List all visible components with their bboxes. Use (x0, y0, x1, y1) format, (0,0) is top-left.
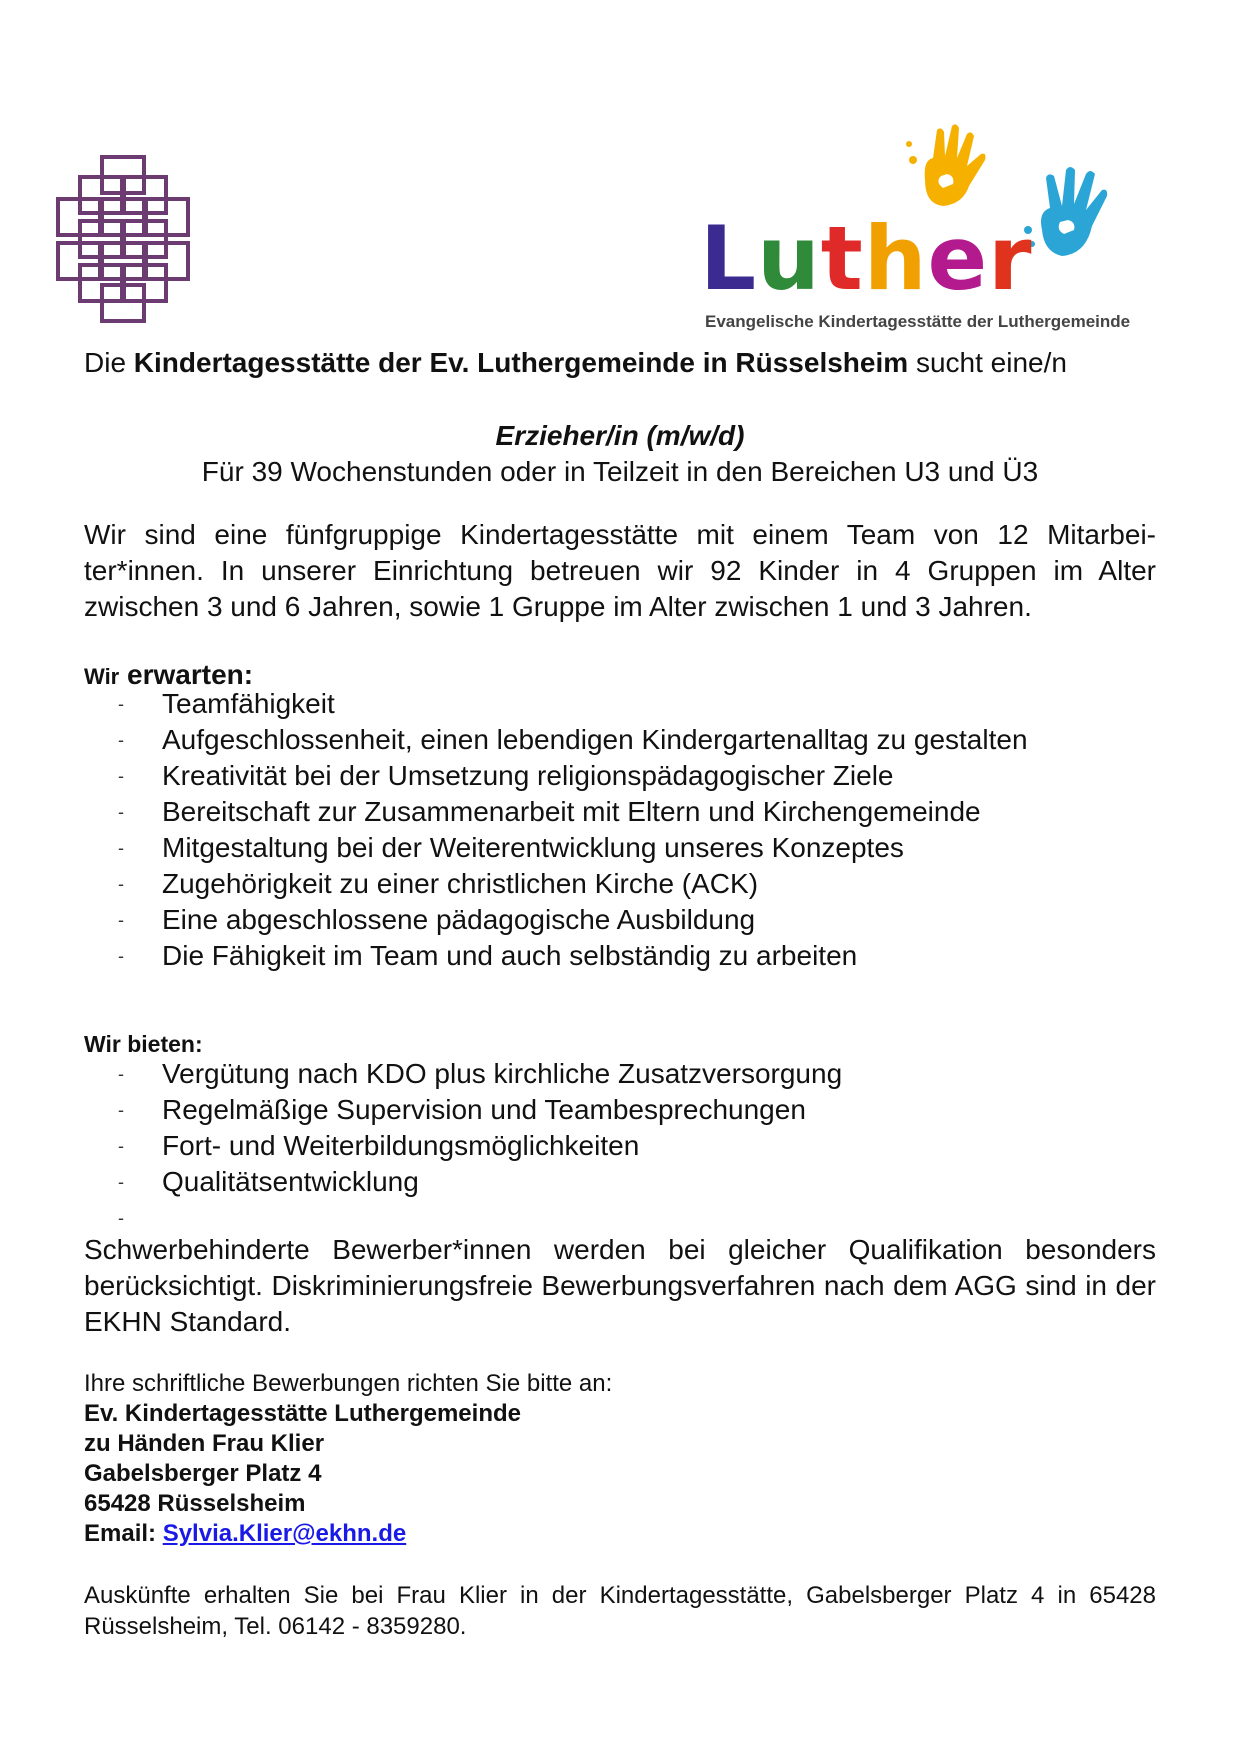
offer-item-text: Vergütung nach KDO plus kirchliche Zusatzversorgung (162, 1058, 843, 1089)
intro-suffix: sucht eine/n (908, 347, 1067, 378)
expect-item-text: Bereitschaft zur Zusammenarbeit mit Eltern und Kirchengemeinde (162, 796, 981, 827)
bullet-dash-icon: - (118, 946, 124, 966)
bullet-dash-icon: - (118, 1136, 124, 1156)
luther-letter: L (700, 207, 758, 310)
expect-item-text: Zugehörigkeit zu einer christlichen Kirche (ACK) (162, 868, 759, 899)
contact-attention: zu Händen Frau Klier (84, 1430, 325, 1457)
expect-item (118, 794, 1158, 830)
expect-item (118, 866, 1158, 902)
bullet-dash-icon: - (118, 838, 124, 858)
contact-intro: Ihre schriftliche Bewerbungen richten Sie bitte an: (84, 1370, 613, 1397)
description: Wir sind eine fünfgruppige Kindertagesstätte mit einem Team von 12 Mitarbeiter*innen. In unserer Einrichtung betreuen wir 92 Kinder in 4 Gruppen im Alter zwischen 3 und 6 Jahren, sowie 1 Gruppe im Alter zwischen 1 und 3 Jahren. (84, 519, 1156, 622)
bullet-dash-icon: - (118, 874, 124, 894)
expect-item (118, 830, 1158, 866)
bullet-dash-icon: - (118, 802, 124, 822)
offer-item (118, 1200, 1158, 1236)
bullet-dash-icon: - (118, 1172, 124, 1192)
email-label: Email: (84, 1520, 157, 1547)
offer-item-text: Fort- und Weiterbildungsmöglichkeiten (162, 1130, 640, 1161)
expect-item-text: Aufgeschlossenheit, einen lebendigen Kindergartenalltag zu gestalten (162, 724, 1028, 755)
expect-item-text: Kreativität bei der Umsetzung religionspädagogischer Ziele (162, 760, 894, 791)
expect-item (118, 686, 1158, 722)
luther-letter: r (988, 207, 1033, 310)
luther-letter: h (863, 207, 928, 310)
contact-street: Gabelsberger Platz 4 (84, 1460, 322, 1487)
info-text: Auskünfte erhalten Sie bei Frau Klier in der Kindertagesstätte, Gabelsberger Platz 4 in 65428 Rüsselsheim, Tel. 06142 - 8359280. (84, 1582, 1156, 1640)
bullet-dash-icon: - (118, 1208, 124, 1228)
offer-list (118, 1056, 1158, 1236)
expect-item (118, 938, 1158, 974)
expect-list (118, 686, 1158, 974)
luther-letter: u (757, 207, 821, 310)
offer-item (118, 1092, 1158, 1128)
disclaimer: Schwerbehinderte Bewerber*innen werden bei gleicher Qualifikation besonders berücksichtigt. Diskriminierungsfreie Bewerbungsverfahren nach dem AGG sind in der EKHN Standard. (84, 1234, 1156, 1337)
contact-email-line (84, 1518, 1156, 1549)
luther-letter: e (927, 207, 989, 310)
cross-logo (40, 155, 210, 325)
offer-heading-label: Wir bieten: (84, 1031, 203, 1057)
expect-item (118, 722, 1158, 758)
offer-item-text: Qualitätsentwicklung (162, 1166, 419, 1197)
job-subtitle: Für 39 Wochenstunden oder in Teilzeit in den Bereichen U3 und Ü3 (201, 456, 1039, 487)
bullet-dash-icon: - (118, 1100, 124, 1120)
bullet-dash-icon: - (118, 910, 124, 930)
bullet-dash-icon: - (118, 766, 124, 786)
intro-organization: Kindertagesstätte der Ev. Luthergemeinde in Rüsselsheim (133, 347, 909, 378)
offer-item (118, 1164, 1158, 1200)
expect-item-text: Teamfähigkeit (162, 688, 335, 719)
job-title: Erzieher/in (m/w/d) (495, 420, 745, 451)
luther-letter: t (820, 207, 864, 310)
expect-item-text: Die Fähigkeit im Team und auch selbständig zu arbeiten (162, 940, 858, 971)
expect-heading-small: Wir (84, 664, 120, 689)
intro-text (84, 345, 1156, 381)
expect-item-text: Eine abgeschlossene pädagogische Ausbildung (162, 904, 756, 935)
offer-item (118, 1056, 1158, 1092)
expect-item (118, 758, 1158, 794)
logo-tagline: Evangelische Kindertagesstätte der Luthergemeinde (705, 312, 1131, 331)
bullet-dash-icon: - (118, 694, 124, 714)
offer-item (118, 1128, 1158, 1164)
luther-wordmark (700, 207, 1033, 310)
contact-org: Ev. Kindertagesstätte Luthergemeinde (84, 1400, 521, 1427)
offer-item-text: Regelmäßige Supervision und Teambesprechungen (162, 1094, 806, 1125)
expect-item (118, 902, 1158, 938)
contact-city: 65428 Rüsselsheim (84, 1490, 306, 1517)
bullet-dash-icon: - (118, 730, 124, 750)
bullet-dash-icon: - (118, 1064, 124, 1084)
expect-heading-large: erwarten: (127, 659, 254, 690)
luther-logo (690, 120, 1160, 345)
email-link[interactable]: Sylvia.Klier@ekhn.de (162, 1520, 407, 1547)
blue-hand-icon (1020, 160, 1130, 280)
expect-item-text: Mitgestaltung bei der Weiterentwicklung unseres Konzeptes (162, 832, 904, 863)
intro-prefix: Die (84, 347, 134, 378)
